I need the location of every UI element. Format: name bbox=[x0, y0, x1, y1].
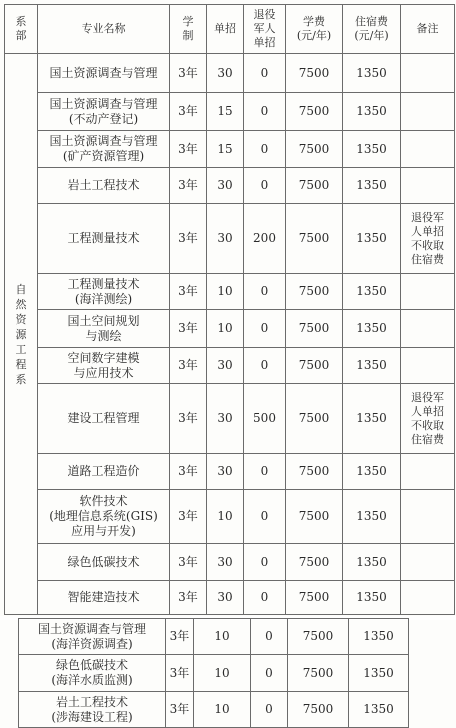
dorm-cell: 1350 bbox=[349, 655, 409, 692]
major-name: 国土资源调查与管理 (海洋资源调查) bbox=[19, 619, 166, 655]
table-row bbox=[19, 655, 409, 692]
years-cell: 3年 bbox=[170, 54, 207, 93]
header-years: 学 制 bbox=[170, 5, 207, 54]
tuition-cell: 7500 bbox=[286, 54, 343, 93]
years-cell: 3年 bbox=[170, 348, 207, 384]
major-name: 国土空间规划 与测绘 bbox=[38, 310, 170, 348]
tuition-cell: 7500 bbox=[286, 131, 343, 168]
note-cell bbox=[401, 310, 455, 348]
dorm-cell: 1350 bbox=[343, 93, 401, 131]
major-name: 道路工程造价 bbox=[38, 454, 170, 490]
note-cell bbox=[401, 454, 455, 490]
veteran-cell: 0 bbox=[244, 54, 286, 93]
years-cell: 3年 bbox=[170, 454, 207, 490]
enrollment-table bbox=[4, 4, 455, 615]
department-cell: 自 然 资 源 工 程 系 bbox=[5, 54, 38, 615]
veteran-cell: 0 bbox=[244, 93, 286, 131]
note-cell bbox=[401, 54, 455, 93]
dorm-cell: 1350 bbox=[349, 619, 409, 655]
note-cell bbox=[401, 131, 455, 168]
table-row bbox=[5, 131, 455, 168]
note-cell bbox=[401, 544, 455, 581]
note-cell bbox=[401, 348, 455, 384]
veteran-cell: 0 bbox=[244, 490, 286, 544]
dorm-cell: 1350 bbox=[349, 692, 409, 728]
major-name: 工程测量技术 (海洋测绘) bbox=[38, 274, 170, 310]
table-row bbox=[5, 204, 455, 274]
major-name: 空间数字建模 与应用技术 bbox=[38, 348, 170, 384]
major-name: 智能建造技术 bbox=[38, 581, 170, 615]
table-row bbox=[5, 454, 455, 490]
years-cell: 3年 bbox=[170, 581, 207, 615]
dorm-cell: 1350 bbox=[343, 54, 401, 93]
tuition-cell: 7500 bbox=[288, 692, 349, 728]
single-cell: 30 bbox=[207, 54, 244, 93]
tuition-cell: 7500 bbox=[286, 274, 343, 310]
tuition-cell: 7500 bbox=[286, 204, 343, 274]
tuition-cell: 7500 bbox=[286, 310, 343, 348]
table-row bbox=[5, 490, 455, 544]
table-row bbox=[5, 348, 455, 384]
table-row bbox=[5, 274, 455, 310]
single-cell: 30 bbox=[207, 204, 244, 274]
years-cell: 3年 bbox=[170, 93, 207, 131]
header-row bbox=[5, 5, 455, 54]
major-name: 工程测量技术 bbox=[38, 204, 170, 274]
dorm-cell: 1350 bbox=[343, 490, 401, 544]
single-cell: 30 bbox=[207, 384, 244, 454]
veteran-cell: 0 bbox=[244, 581, 286, 615]
single-cell: 15 bbox=[207, 131, 244, 168]
years-cell: 3年 bbox=[170, 168, 207, 204]
table-row bbox=[5, 310, 455, 348]
header-tuition: 学费 (元/年) bbox=[286, 5, 343, 54]
major-name: 绿色低碳技术 (海洋水质监测) bbox=[19, 655, 166, 692]
veteran-cell: 0 bbox=[244, 131, 286, 168]
veteran-cell: 0 bbox=[244, 168, 286, 204]
years-cell: 3年 bbox=[166, 692, 194, 728]
tuition-cell: 7500 bbox=[286, 490, 343, 544]
table-row bbox=[19, 692, 409, 728]
veteran-cell: 0 bbox=[244, 544, 286, 581]
tuition-cell: 7500 bbox=[286, 384, 343, 454]
note-cell bbox=[401, 93, 455, 131]
table-row bbox=[5, 93, 455, 131]
header-single: 单招 bbox=[207, 5, 244, 54]
table-row bbox=[19, 619, 409, 655]
note-cell: 退役军 人单招 不收取 住宿费 bbox=[401, 384, 455, 454]
dorm-cell: 1350 bbox=[343, 544, 401, 581]
dorm-cell: 1350 bbox=[343, 454, 401, 490]
single-cell: 30 bbox=[207, 348, 244, 384]
single-cell: 10 bbox=[194, 655, 251, 692]
single-cell: 30 bbox=[207, 168, 244, 204]
tuition-cell: 7500 bbox=[286, 581, 343, 615]
single-cell: 10 bbox=[207, 490, 244, 544]
note-cell bbox=[401, 490, 455, 544]
years-cell: 3年 bbox=[170, 544, 207, 581]
veteran-cell: 0 bbox=[244, 454, 286, 490]
major-name: 岩土工程技术 (涉海建设工程) bbox=[19, 692, 166, 728]
veteran-cell: 200 bbox=[244, 204, 286, 274]
tuition-cell: 7500 bbox=[286, 544, 343, 581]
years-cell: 3年 bbox=[170, 310, 207, 348]
years-cell: 3年 bbox=[170, 384, 207, 454]
tuition-cell: 7500 bbox=[286, 348, 343, 384]
dorm-cell: 1350 bbox=[343, 274, 401, 310]
dorm-cell: 1350 bbox=[343, 204, 401, 274]
major-name: 国土资源调查与管理 (不动产登记) bbox=[38, 93, 170, 131]
note-cell: 退役军 人单招 不收取 住宿费 bbox=[401, 204, 455, 274]
header-name: 专业名称 bbox=[38, 5, 170, 54]
tuition-cell: 7500 bbox=[286, 93, 343, 131]
dorm-cell: 1350 bbox=[343, 384, 401, 454]
veteran-cell: 0 bbox=[244, 310, 286, 348]
single-cell: 10 bbox=[207, 274, 244, 310]
years-cell: 3年 bbox=[166, 655, 194, 692]
years-cell: 3年 bbox=[170, 204, 207, 274]
table-row bbox=[5, 384, 455, 454]
single-cell: 30 bbox=[207, 454, 244, 490]
note-cell bbox=[401, 168, 455, 204]
note-cell bbox=[401, 581, 455, 615]
table-row bbox=[5, 544, 455, 581]
single-cell: 10 bbox=[194, 692, 251, 728]
single-cell: 10 bbox=[194, 619, 251, 655]
veteran-cell: 0 bbox=[251, 619, 288, 655]
single-cell: 30 bbox=[207, 544, 244, 581]
major-name: 软件技术 (地理信息系统(GIS) 应用与开发) bbox=[38, 490, 170, 544]
tuition-cell: 7500 bbox=[288, 655, 349, 692]
dorm-cell: 1350 bbox=[343, 168, 401, 204]
years-cell: 3年 bbox=[170, 490, 207, 544]
single-cell: 15 bbox=[207, 93, 244, 131]
dorm-cell: 1350 bbox=[343, 310, 401, 348]
supplement-table bbox=[18, 618, 409, 728]
tuition-cell: 7500 bbox=[288, 619, 349, 655]
veteran-cell: 0 bbox=[251, 655, 288, 692]
tuition-cell: 7500 bbox=[286, 168, 343, 204]
years-cell: 3年 bbox=[166, 619, 194, 655]
veteran-cell: 0 bbox=[251, 692, 288, 728]
major-name: 国土资源调查与管理 bbox=[38, 54, 170, 93]
major-name: 建设工程管理 bbox=[38, 384, 170, 454]
years-cell: 3年 bbox=[170, 131, 207, 168]
header-veteran: 退役 军人 单招 bbox=[244, 5, 286, 54]
table-row bbox=[5, 581, 455, 615]
major-name: 国土资源调查与管理 (矿产资源管理) bbox=[38, 131, 170, 168]
major-name: 岩土工程技术 bbox=[38, 168, 170, 204]
header-dept: 系 部 bbox=[5, 5, 38, 54]
dorm-cell: 1350 bbox=[343, 348, 401, 384]
years-cell: 3年 bbox=[170, 274, 207, 310]
note-cell bbox=[401, 274, 455, 310]
dorm-cell: 1350 bbox=[343, 581, 401, 615]
dorm-cell: 1350 bbox=[343, 131, 401, 168]
header-dorm: 住宿费 (元/年) bbox=[343, 5, 401, 54]
veteran-cell: 0 bbox=[244, 348, 286, 384]
header-note: 备注 bbox=[401, 5, 455, 54]
table-row bbox=[5, 168, 455, 204]
table-row bbox=[5, 54, 455, 93]
veteran-cell: 500 bbox=[244, 384, 286, 454]
major-name: 绿色低碳技术 bbox=[38, 544, 170, 581]
tuition-cell: 7500 bbox=[286, 454, 343, 490]
single-cell: 10 bbox=[207, 310, 244, 348]
veteran-cell: 0 bbox=[244, 274, 286, 310]
single-cell: 30 bbox=[207, 581, 244, 615]
